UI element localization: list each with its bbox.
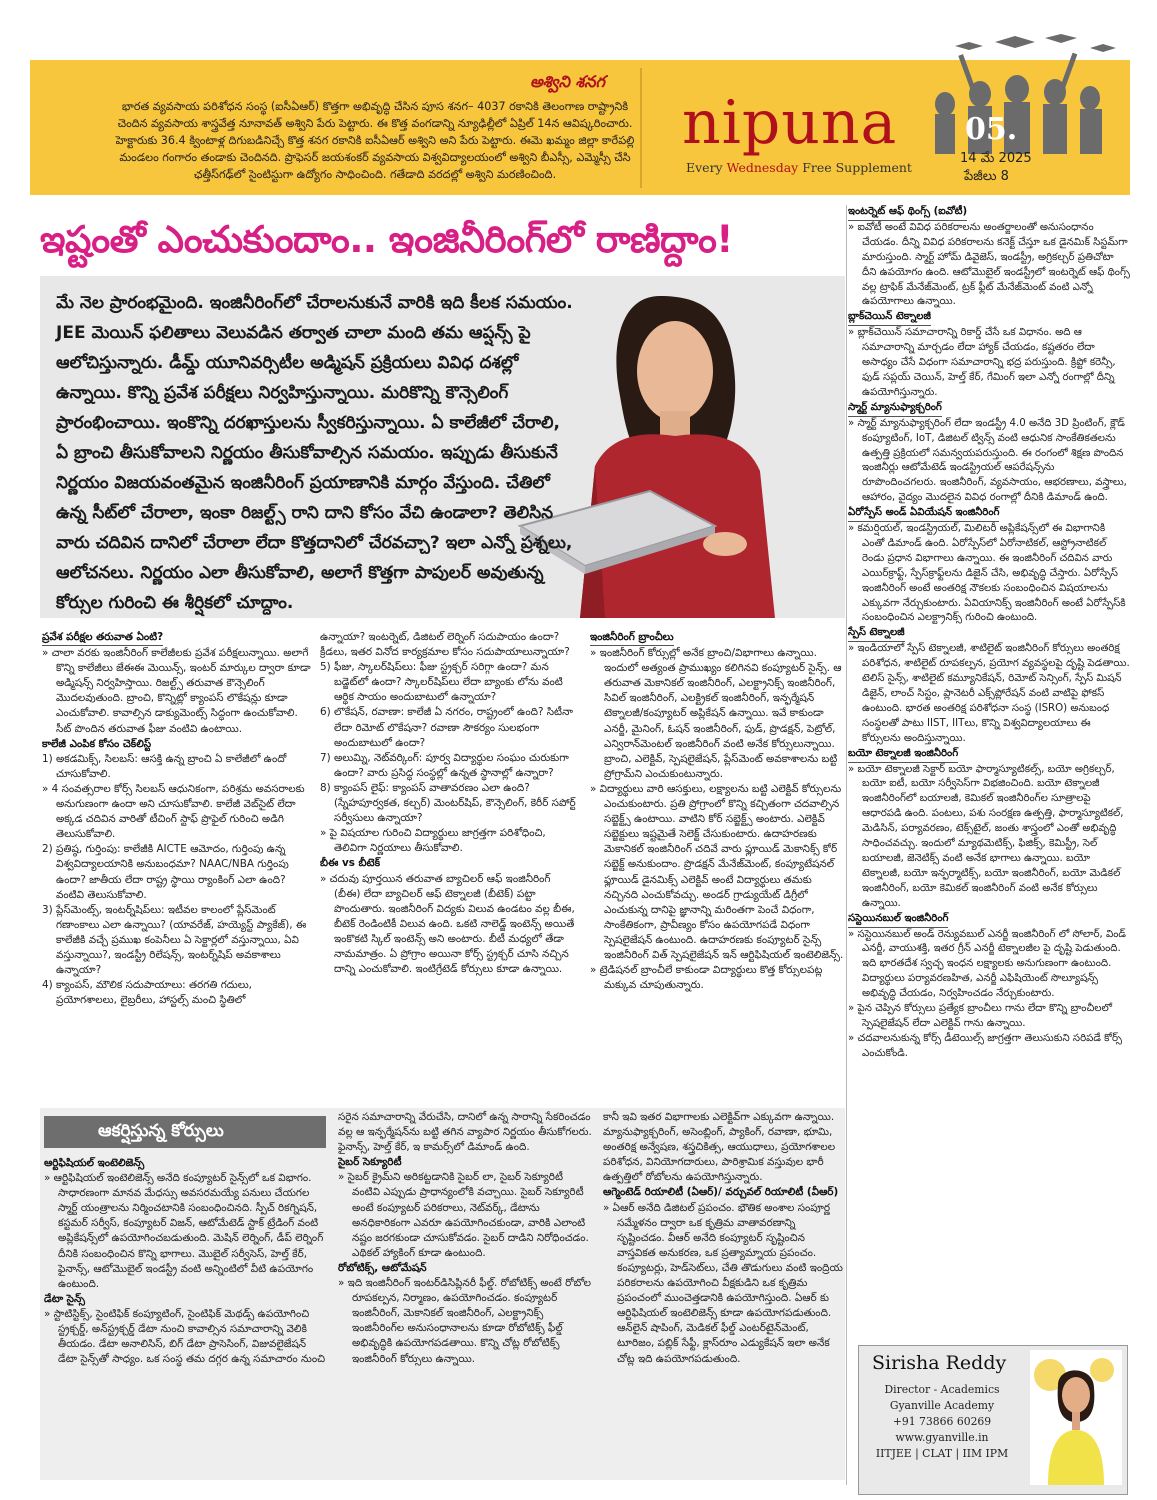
paragraph: » చదవాలనుకున్న కోర్స్ డీటెయిల్స్ జాగ్రత్తగా తెలుసుకుని సరిపడే కోర్స్ ఎంచుకోండి. — [848, 1032, 1122, 1059]
sidebar-content — [848, 205, 1130, 1062]
paragraph: » సస్టెయినబుల్ అండ్ రెన్యువబుల్ ఎనర్జీ ఇంజినీరింగ్ లో సోలార్, విండ్ ఎనర్జీ, వాయుశక్తి, ఇతర గ్రీన్ ఎనర్జీ టెక్నాలజీల పై దృష్టి పెడుతుంది. ఇది భారతదేశ స్వచ్ఛ ఇంధన లక్ష్యాలకు అనుగుణంగా ఉంటుంది. విద్యార్థులు పర్యావరణహిత, ఎనర్జీ ఎఫిషియెంట్ సొల్యూషన్స్ అభివృద్ధి చేయడం, నిర్వహించడం నేర్చుకుంటారు. — [848, 928, 1126, 1000]
author-role: Director - Academics — [884, 1383, 1000, 1396]
paragraph: » విద్యార్థులు వారి ఆసక్తులు, లక్ష్యాలను బట్టి ఎలెక్టివ్ కోర్సులను ఎంచుకుంటారు. ప్రతి ప్రోగ్రాంలో కొన్ని కచ్చితంగా చదవాల్సిన సబ్జెక్ట్స్ ఉంటాయి. వాటిని కోర్ సబ్జెక్ట్స్ అంటారు. ఎలెక్టివ్ సబ్జెక్టులు ఇష్టమైతే సెలెక్ట్ చేసుకుంటారు. ఉదాహరణకు మెకానికల్ ఇంజినీరింగ్ చదివే వారు ఫ్లూయిడ్ మెకానిక్స్ కోర్ సబ్జెక్ట్ అనుకుందాం. ప్రొడక్షన్ మేనేజ్‌మెంట్, కంప్యూటేషనల్ ఫ్లూయిడ్ డైనమిక్స్ ఎలెక్టివ్ అంటే విద్యార్థులు తమకు నచ్చినది ఎంచుకోవచ్చు. అండర్ గ్రాడ్యుయేట్ డిగ్రీలో ఎంచుకున్న దానిపై జ్ఞానాన్ని మరింతగా పెంచే విధంగా, సాంకేతికంగా, ప్రావీణ్యం కోసం ఉపయోగపడే విధంగా స్పెషలైజేషన్ ఉంటుంది. ఉదాహరణకు కంప్యూటర్ సైన్స్ ఇంజినీరింగ్ విత్ స్పెషలైజేషన్ ఇన్ ఆర్టిఫిషియల్ ఇంటెలిజెన్స్. — [590, 782, 844, 961]
paragraph: » ఇంజినీరింగ్ కోర్సుల్లో అనేక బ్రాంచి/విభాగాలు ఉన్నాయి. ఇందులో అత్యంత ప్రాముఖ్యం కలిగినవి కంప్యూటర్ సైన్స్. ఆ తరువాత మెకానికల్ ఇంజినీరింగ్, ఎలక్ట్రానిక్స్ ఇంజినీరింగ్, సివిల్ ఇంజినీరింగ్, ఎలక్ట్రికల్ ఇంజినీరింగ్, ఇన్ఫర్మేషన్ టెక్నాలజీ/కంప్యూటర్ అప్లికేషన్ ఉన్నాయి. ఇవే కాకుండా ఎనర్జీ, మైనింగ్, ఓషన్ ఇంజినీరింగ్, ఫుడ్, ప్రొడక్షన్, పెట్రోల్, ఎన్విరాన్‌మెంటల్ ఇంజినీరింగ్ వంటి అనేక కోర్సులున్నాయి. బ్రాంచి, ఎలెక్టివ్, స్పెషలైజేషన్, ప్లేస్‌మెంట్ అవకాశాలను బట్టి ప్రోగ్రామ్‌ని ఎంచుకుంటున్నారు. — [590, 647, 842, 780]
author-photo — [1030, 1350, 1122, 1485]
column-2 — [320, 630, 580, 1100]
section-heading: బయో టెక్నాలజీ ఇంజినీరింగ్ — [848, 747, 958, 763]
paragraph: » సైబర్ క్రైమ్‌ని అరికట్టడానికి సైబర్ లా, సైబర్ సెక్యూరిటీ వంటివి ఎప్పుడు ప్రాధాన్యంలోకి వచ్చాయి. సైబర్ సెక్యూరిటీ అంటే కంప్యూటర్ పరికరాలు, నెట్‌వర్క్, డేటాను అనధికారికంగా ఎవరూ ఉపయోగించకుండా, వారికి ఎలాంటి నష్టం జరగకుండా చూసుకోవడం. సైబర్ దాడిని నిరోధించడం. ఎథికల్ హ్యాకింగ్ కూడా ఉంటుంది. — [338, 1171, 589, 1259]
section-heading: ఏరోస్పేస్ అండ్ ఏవియేషన్ ఇంజినీరింగ్ — [848, 506, 999, 522]
news-line: భారత వ్యవసాయ పరిశోధన సంస్థ (ఐసీఏఆర్) కొత్తగా అభివృద్ధి చేసిన పూస శనగ– 4037 రకానికి తెలంగాణ రాష్ట్రానికి — [121, 100, 629, 113]
column-5 — [338, 1110, 592, 1480]
tagline — [686, 160, 912, 175]
author-website: www.gyanville.in — [895, 1431, 989, 1444]
section-heading: సస్టెయినబుల్ ఇంజినీరింగ్ — [848, 912, 948, 928]
paragraph: సరైన సమాచారాన్ని వేరుచేసి, దానిలో ఉన్న సారాన్ని సేకరించడం వల్ల ఆ ఇన్ఫర్మేషన్‌ను బట్టి తగిన వ్యాపార నిర్ణయం తీసుకోగలరు. ఫైనాన్స్, హెల్త్ కేర్, ఇ కామర్స్‌లో డిమాండ్ ఉంది. — [338, 1111, 592, 1154]
section-heading: స్మార్ట్ మ్యానుఫ్యాక్చరింగ్ — [848, 401, 942, 417]
list-item: 7) అలుమ్ని, నెట్‌వర్కింగ్: పూర్వ విద్యార్థుల సంఘం చురుకుగా ఉందా? వారు ప్రసిద్ధ సంస్థల్లో ఉన్నత స్థానాల్లో ఉన్నారా? — [320, 751, 569, 779]
tagline-text: Every — [686, 160, 727, 175]
page-headline: ఇష్టంతో ఎంచుకుందాం.. ఇంజినీరింగ్‌లో రాణిద్దాం! — [40, 218, 733, 261]
courses-banner: ఆకర్షిస్తున్న కోర్సులు — [44, 1116, 326, 1148]
brand-logo: nipuna — [682, 88, 898, 158]
intro-paragraph: మే నెల ప్రారంభమైంది. ఇంజినీరింగ్‌లో చేరాలనుకునే వారికి ఇది కీలక సమయం. JEE మెయిన్ ఫలితాలు వెలువడిన తర్వాత చాలా మంది తమ ఆప్షన్స్ పై ఆలోచిస్తున్నారు. డీమ్డ్ యూనివర్సిటీల అడ్మిషన్ ప్రక్రియలు వివిధ దశల్లో ఉన్నాయి. కొన్ని ప్రవేశ పరీక్షలు నిర్వహిస్తున్నాయి. మరికొన్ని కౌన్సెలింగ్ ప్రారంభించాయి. ఇంకొన్ని దరఖాస్తులను స్వీకరిస్తున్నాయి. ఏ కాలేజీలో చేరాలి, ఏ బ్రాంచి తీసుకోవాలని నిర్ణయం తీసుకోవాల్సిన సమయం. ఇప్పుడు తీసుకునే నిర్ణయం విజయవంతమైన ఇంజినీరింగ్ ప్రయాణానికి మార్గం వేస్తుంది. చేతిలో ఉన్న సీట్‌లో చేరాలా, ఇంకా రిజల్ట్స్ రాని దాని కోసం వేచి ఉండాలా? తెలిసిన వారు చదివిన దానిలో చేరాలా లేదా కొత్తదానిలో చేరవచ్చా? ఇలా ఎన్నో ప్రశ్నలు, ఆలోచనలు. నిర్ణయం ఎలా తీసుకోవాలి, అలాగే కొత్తగా పాపులర్ అవుతున్న కోర్సుల గురించి ఈ శీర్షికలో చూద్దాం. — [56, 293, 573, 613]
section-heading: స్పేస్ టెక్నాలజీ — [848, 626, 905, 642]
list-item: 8) క్యాంపస్ లైఫ్: క్యాంపస్ వాతావరణం ఎలా ఉంది? (స్నేహపూర్వకత, కల్చర్) మెంటర్‌షిప్, కౌన్సెలింగ్, కెరీర్ సపోర్ట్ సర్వీసులు ఉన్నాయా? — [320, 781, 576, 825]
paragraph: » కమర్షియల్, ఇండస్ట్రియల్, మిలిటరీ అప్లికేషన్స్‌లో ఈ విభాగానికి ఎంతో డిమాండ్ ఉంది. ఏరోస్పేస్‌లో ఏరోనాటికల్, ఆస్ట్రోనాటికల్ రెండు ప్రధాన విభాగాలు ఉన్నాయి. ఈ ఇంజినీరింగ్ చదివిన వారు ఎయిర్‌క్రాఫ్ట్, స్పేస్‌క్రాఫ్ట్‌లను డిజైన్ చేసి, అభివృద్ధి చేస్తారు. ఏరోస్పేస్ ఇంజినీరింగ్ అంటే అంతరిక్ష నౌకలకు సంబంధించిన విషయాలను ఎక్కువగా నేర్చుకుంటారు. ఏవియానిక్స్ ఇంజినీరింగ్ అంటే ఏరోస్పేస్‌కి సంబంధించిన ఎలక్ట్రానిక్స్ గురించి ఉంటుంది. — [848, 523, 1126, 624]
paragraph: » పైన చెప్పిన కోర్సులు ప్రత్యేక బ్రాంచీలు గాను లేదా కొన్ని బ్రాంచీలలో స్పెషలైజేషన్ లేదా ఎలెక్టివ్ గాను ఉన్నాయి. — [848, 1003, 1112, 1029]
paragraph: » బ్లాక్‌చెయిన్ సమాచారాన్ని రికార్డ్ చేసే ఒక విధానం. అది ఆ సమాచారాన్ని మార్చడం లేదా హ్యాక్ చేయడం, కష్టతరం లేదా అసాధ్యం చేసే విధంగా సమాచారాన్ని భద్ర పరుస్తుంది. క్రిప్టో కరెన్సీ, ఫుడ్ సప్లయ్ చెయిన్, హెల్త్ కేర్, గేమింగ్ ఇలా ఎన్నో రంగాల్లో దీన్ని ఉపయోగిస్తున్నారు. — [848, 327, 1116, 398]
paragraph: » ఏఆర్ అనేది డిజిటల్ ప్రపంచం. భౌతిక అంశాల సంపూర్ణ సమ్మేళనం ద్వారా ఒక కృత్రిమ వాతావరణాన్ని సృష్టించడం. వీఆర్ అనేది కంప్యూటర్ సృష్టించిన వాస్తవికత అనుకరణ, ఒక ప్రత్యామ్నాయ ప్రపంచం. కంప్యూటర్లు, హెడ్‌సెట్‌లు, చేతి తొడుగులు వంటి ఇంద్రియ పరికరాలను ఉపయోగించి వీక్షకుడిని ఒక కృత్రిమ ప్రపంచంలో ముంచెత్తడానికి ఉపయోగిస్తుంది. ఏఆర్ కు ఆర్టిఫిషియల్ ఇంటెలిజెన్స్ కూడా ఉపయోగపడుతుంది. ఆన్‌లైన్ షాపింగ్, మెడికల్ ఫీల్డ్ ఎంటర్‌టైన్‌మెంట్, టూరిజం, పబ్లిక్ సేఫ్టీ, క్లాస్‌రూం ఎడ్యుకేషన్ ఇలా అనేక చోట్ల ఇది ఉపయోగపడుతుంది. — [603, 1201, 843, 1365]
column-6 — [603, 1110, 845, 1480]
column-1 — [42, 630, 312, 1100]
section-heading: ప్రవేశ పరీక్షల తరువాత ఏంటి? — [42, 630, 163, 646]
author-name: Sirisha Reddy — [872, 1352, 1007, 1374]
issue-date: 14 మే 2025 — [960, 151, 1032, 166]
author-phone: +91 73866 60269 — [892, 1415, 992, 1428]
list-item: 2) ప్రతిష్ఠ, గుర్తింపు: కాలేజీకి AICTE ఆమోదం, గుర్తింపు ఉన్న విశ్వవిద్యాలయానికి అనుబంధమా? NAAC/NBA గుర్తింపు ఉందా? జాతీయ లేదా రాష్ట్ర స్థాయి ర్యాంకింగ్ ఎలా ఉంది? వంటివి తెలుసుకోవాలి. — [42, 843, 289, 901]
sidebar-divider — [846, 205, 847, 1485]
section-heading: ఇంజినీరింగ్ బ్రాంచీలు — [590, 630, 674, 646]
news-line: ఛత్తీస్‌గఢ్‌లో సైంటిస్టుగా ఉద్యోగం సాధించింది. గతేడాది వరదల్లో అశ్విని మరణించింది. — [193, 168, 557, 181]
author-exams: IITJEE | CLAT | IIM IPM — [875, 1447, 1009, 1460]
issue-pages: పేజీలు 8 — [964, 169, 1009, 184]
news-line: హెక్టారుకు 36.4 క్వింటాళ్ల దిగుబడినిచ్చే కొత్త శనగ రకానికి ఐసీఏఆర్ అశ్విని అని పేరు పెట్టారు. ఈమె ఖమ్మం జిల్లా కారేపల్లి — [115, 134, 635, 147]
section-heading: రోబోటిక్స్, ఆటోమేషన్ — [338, 1261, 427, 1274]
news-line: మండలం గంగారం తండాకు చెందినది. ప్రొఫెసర్ జయశంకర్ వ్యవసాయ విశ్వవిద్యాలయంలో అశ్విని బీఎస్సీ, ఎమ్మెస్సీ చేసి — [119, 151, 631, 164]
author-org: Gyanville Academy — [889, 1399, 995, 1412]
list-item: » పై విషయాల గురించి విద్యార్థులు జాగ్రత్తగా పరిశోధించి, తెలివిగా నిర్ణయాలు తీసుకోవాలి. — [320, 827, 546, 855]
paragraph: » చాలా వరకు ఇంజినీరింగ్ కాలేజీలకు ప్రవేశ పరీక్షలున్నాయి. అలాగే కొన్ని కాలేజీలు జేఈఈ మెయిన్స్, ఇంటర్ మార్కుల ద్వారా కూడా అడ్మిషన్స్ నిర్వహిస్తాయి. రిజల్ట్స్ తరువాత కౌన్సెలింగ్ మొదలవుతుంది. బ్రాంచి, కొన్నిట్లో క్యాంపస్ లొకేషన్లు కూడా ఎంచుకోవాలి. కావాల్సిన డాక్యుమెంట్స్ సిద్ధంగా ఉంచుకోవాలి. సీట్ పొందిన తరువాత ఫీజు వంటివి ఉంటాయి. — [42, 647, 311, 735]
paragraph: » బయో టెక్నాలజీ సెక్టార్ బయో ఫార్మాస్యూటికల్స్, బయో అగ్రికల్చర్, బయో ఐటీ, బయో సర్వీసెస్‌గా విభజించింది. బయో టెక్నాలజీ ఇంజినీరింగ్‌లో బయాలజీ, కెమికల్ ఇంజినీరింగ్‌ల సూత్రాలపై ఆధారపడి ఉంది. పంటలు, పశు సంరక్షణ ఉత్పత్తి, ఫార్మాస్యూటికల్, మెడిసిన్, పర్యావరణం, టెక్స్‌టైల్, జంతు శాస్త్రంలో ఎంతో అభివృద్ధి సాధించవచ్చు. ఇందులో మ్యాథమెటిక్స్, ఫిజిక్స్, కెమిస్ట్రీ, సెల్ బయాలజీ, జెనెటిక్స్ వంటి అనేక భాగాలు ఉన్నాయి. బయో టెక్నాలజీ, బయో ఇన్ఫర్మాటిక్స్, బయో ఇంజినీరింగ్, బయో మెడికల్ ఇంజినీరింగ్, బయో కెమికల్ ఇంజినీరింగ్ వంటి అనేక కోర్సులు ఉన్నాయి. — [848, 763, 1124, 909]
list-item: 3) ప్లేస్‌మెంట్స్, ఇంటర్న్‌షిప్‌లు: ఇటీవల కాలంలో ప్లేస్‌మెంట్ గణాంకాలు ఎలా ఉన్నాయి? (యావరేజ్, హయ్యెస్ట్ ప్యాకేజ్), ఈ కాలేజీకి వచ్చే ప్రముఖ కంపెనీలు ఏ సెక్టార్లలో వస్తున్నాయి, ఏవి వస్తున్నాయి?, ఇండస్ట్రీ రిలేషన్స్, ఇంటర్న్‌షిప్ అవకాశాలు ఉన్నాయా? — [42, 903, 307, 977]
section-heading: ఆర్టిఫిషియల్ ఇంటెలిజెన్స్ — [44, 1157, 145, 1169]
tagline-text: Free Supplement — [798, 160, 912, 175]
list-item: 1) అకడమిక్స్, సిలబస్: ఆసక్తి ఉన్న బ్రాంచి ఏ కాలేజీలో ఉందో చూసుకోవాలి. — [42, 752, 287, 780]
issue-number: 05. — [965, 112, 1018, 147]
paragraph: » ఇండియాలో స్పేస్ టెక్నాలజీ, శాటిలైట్ ఇంజినీరింగ్ కోర్సులు అంతరిక్ష పరిశోధన, శాటిలైట్ రూపకల్పన, ప్రయోగ వ్యవస్థలపై దృష్టి పెడతాయి. టెలిస్ సైన్స్, శాటిలైట్ కమ్యూనికేషన్, రిమోట్ సెన్సింగ్, స్పేస్ మిషన్ డిజైన్, లాంచ్ సిస్టం, ప్లానెటరీ ఎక్స్‌ప్లోరేషన్ వంటి వాటిపై ఫోకస్ ఉంటుంది. భారత అంతరిక్ష పరిశోధనా సంస్థ (ISRO) అనుబంధ సంస్థలతో పాటు IIST, IITలు, కొన్ని విశ్వవిద్యాలయాలు ఈ కోర్సులను అందిస్తున్నాయి. — [848, 643, 1130, 744]
section-heading: ఆగ్మెంటెడ్ రియాలిటీ (ఏఆర్)/ వర్చువల్ రియాలిటీ (వీఆర్) — [603, 1186, 839, 1199]
list-item: 6) లొకేషన్, రవాణా: కాలేజీ ఏ నగరం, రాష్ట్రంలో ఉంది? సిటీనా లేదా రిమోట్ లొకేషనా? రవాణా సౌకర్యం సులభంగా అందుబాటులో ఉందా? — [320, 706, 573, 749]
news-title: అశ్విని శనగ — [530, 72, 605, 91]
column-4 — [44, 1156, 326, 1476]
paragraph: » ఐవోటీ అంటే వివిధ పరికరాలను అంతర్జాలంతో అనుసంధానం చేయడం. దీన్ని వివిధ పరికరాలను కనెక్ట్ చేస్తూ ఒక డైనమిక్ సిస్టమ్‌గా మారుస్తుంది. స్మార్ట్ హోమ్ డివైజెస్, ఇండస్ట్రీ, అగ్రికల్చర్ ప్రతిచోటా దీని ఉపయోగం ఉంది. ఆటోమొబైల్ ఇండస్ట్రీలో ఇంటర్నెట్ ఆఫ్ థింగ్స్ వల్ల ట్రాఫిక్ మేనేజ్‌మెంట్, ట్రక్ ఫ్లీట్ మేనేజ్‌మెంట్ వంటి ఎన్నో ఉపయోగాలు ఉన్నాయి. — [848, 221, 1130, 308]
section-heading: సైబర్ సెక్యూరిటీ — [338, 1156, 402, 1169]
paragraph: » ఆర్టిఫిషియల్ ఇంటెలిజెన్స్ అనేది కంప్యూటర్ సైన్స్‌లో ఒక విభాగం. సాధారణంగా మానవ మేధస్సు అవసరమయ్యే పనులు చేయగల స్మార్ట్ యంత్రాలను నిర్మించటానికి సంబంధించినది. స్పీచ్ రికగ్నిషన్, కస్టమర్ సర్వీస్, కంప్యూటర్ విజన్, ఆటోమేటెడ్ స్టాక్ ట్రేడింగ్ వంటి అప్లికేషన్స్‌లో ఉపయోగించబడుతుంది. మెషిన్ లెర్నింగ్, డీప్ లెర్నింగ్ దీనికి సంబంధించిన కొన్ని భాగాలు. మొబైల్ సర్వీసెస్, హెల్త్ కేర్, ఫైనాన్స్, ఆటోమొబైల్ ఇండస్ట్రీ వంటి అన్నింటిలో వీటి ఉపయోగం ఉంటుంది. — [44, 1172, 324, 1290]
paragraph: » ట్రెడిషనల్ బ్రాంచీలే కాకుండా విద్యార్థులు కొత్త కోర్సులపట్ల మక్కువ చూపుతున్నారు. — [590, 964, 823, 992]
paragraph: » స్టాటిస్టిక్స్, సైంటిఫిక్ కంప్యూటింగ్, సైంటిఫిక్ మెథడ్స్ ఉపయోగించి స్ట్రక్చర్డ్, అన్‌స్ట్రక్చర్డ్ డేటా నుంచి కావాల్సిన సమాచారాన్ని వెలికి తీయడం. డేటా అనాలిసిస్, బిగ్ డేటా ప్రాసెసింగ్, విజువలైజేషన్ డేటా సైన్స్‌తో సాధ్యం. ఒక సంస్థ తమ దగ్గర ఉన్న సమాచారం నుంచి — [44, 1307, 326, 1366]
list-item: » 4 సంవత్సరాల కోర్స్ సిలబస్ ఆధునికంగా, పరిశ్రమ అవసరాలకు అనుగుణంగా ఉందా అని చూసుకోవాలి. కాలేజీ వెబ్‌సైట్ లేదా అక్కడ చదివిన వారితో టీచింగ్ స్టాఫ్ ప్రొఫైల్ గురించి అడిగి తెలుసుకోవాలి. — [42, 782, 305, 841]
tagline-accent: Wednesday — [726, 160, 799, 175]
list-item: 4) క్యాంపస్, మౌలిక సదుపాయాలు: తరగతి గదులు, ప్రయోగశాలలు, లైబ్రరీలు, హాస్టల్స్ మంచి స్థితిలో — [42, 979, 252, 1007]
section-heading: బ్లాక్‌చెయిన్ టెక్నాలజీ — [848, 310, 931, 326]
graduates-illustration — [905, 34, 1130, 154]
paragraph: » ఇది ఇంజినీరింగ్ ఇంటర్‌డిసిప్లినరీ ఫీల్డ్. రోబోటిక్స్ అంటే రోబోల రూపకల్పన, నిర్మాణం, ఉపయోగించడం. కంప్యూటర్ ఇంజినీరింగ్, మెకానికల్ ఇంజినీరింగ్, ఎలక్ట్రానిక్స్ ఇంజినీరింగ్‌ల అనుసంధానాలను కూడా రోబోటిక్స్ ఫీల్డ్ అభివృద్ధికి ఉపయోగపడతాయి. కొన్ని చోట్ల రోబోటిక్స్ ఇంజినీరింగ్ కోర్సులు ఉన్నాయి. — [338, 1277, 592, 1365]
author-details — [862, 1382, 1022, 1462]
section-heading: ఇంటర్నెట్ ఆఫ్ థింగ్స్ (ఐవోటీ) — [848, 205, 967, 221]
paragraph: » స్మార్ట్ మ్యానుఫ్యాక్చరింగ్ లేదా ఇండస్ట్రీ 4.0 అనేది 3D ప్రింటింగ్, క్లౌడ్ కంప్యూటింగ్, IoT, డిజిటల్ ట్విన్స్ వంటి ఆధునిక సాంకేతికతలను ఉత్పత్తి ప్రక్రియలో సమన్వయపరుస్తుంది. ఈ రంగంలో శిక్షణ పొందిన ఇంజినీర్లు ఆటోమేటెడ్ ఇండస్ట్రియల్ ఆపరేషన్స్‌ను రూపొందించగలరు. ఇంజినీరింగ్, వ్యవసాయం, ఆభరణాలు, వస్త్రాలు, ఆహారం, వైద్యం మొదలైన వివిధ రంగాల్లో దీనికి డిమాండ్ ఉంది. — [848, 417, 1127, 504]
section-heading: డేటా సైన్స్ — [44, 1292, 85, 1305]
list-item: 5) ఫీజు, స్కాలర్‌షిప్‌లు: ఫీజు స్ట్రక్చర్ సరిగ్గా ఉందా? మన బడ్జెట్‌లో ఉందా? స్కాలర్‌షిప్‌లు లేదా బ్యాంకు లోను వంటి ఆర్థిక సాయం అందుబాటులో ఉన్నాయా? — [320, 661, 563, 704]
paragraph: కానీ ఇవి ఇతర విభాగాలకు ఎలెక్టివ్‌గా ఎక్కువగా ఉన్నాయి. మ్యానుఫ్యాక్చరింగ్, అసెంబ్లింగ్, ప్యాకింగ్, రవాణా, భూమి, అంతరిక్ష అన్వేషణ, శస్త్రచికిత్స, ఆయుధాలు, ప్రయోగశాలల పరిశోధన, వినియోగదారులు, పారిశ్రామిక వస్తువుల భారీ ఉత్పత్తిలో రోబోలను ఉపయోగిస్తున్నారు. — [603, 1111, 836, 1184]
section-heading: బీఈ vs బీటెక్ — [320, 857, 380, 870]
paragraph: ఉన్నాయా? ఇంటర్నెట్, డిజిటల్ లెర్నింగ్ సదుపాయం ఉందా? క్రీడలు, ఇతర వినోద కార్యక్రమాల కోసం సదుపాయాలున్నాయా? — [320, 631, 570, 659]
paragraph: » చదువు పూర్తయిన తరువాత బ్యాచిలర్ ఆఫ్ ఇంజినీరింగ్ (బీఈ) లేదా బ్యాచిలర్ ఆఫ్ టెక్నాలజీ (బీటెక్) పట్టా పొందుతారు. ఇంజినీరింగ్ విద్యకు విలువ ఉండటం వల్ల బీఈ, బీటెక్ రెండింటికీ విలువ ఉంది. ఒకటి నాలెడ్జ్ ఇంటెన్స్ అయితే ఇంకొకటి స్కిల్ ఇంటెన్స్ అని అంటారు. బీటీ మధ్యలో తేడా నామమాత్రం. ఏ ప్రోగ్రాం అయినా కోర్స్ స్ట్రక్చర్ చూసి నచ్చిన దాన్ని ఎంచుకోవాలి. ఇంటిగ్రేటెడ్ కోర్సులు కూడా ఉన్నాయి. — [320, 872, 575, 976]
section-heading: కాలేజీ ఎంపిక కోసం చెక్‌లిస్ట్ — [42, 737, 152, 750]
sidebar — [848, 205, 1130, 1345]
column-3 — [590, 630, 845, 1100]
news-line: చెందిన వ్యవసాయ శాస్త్రవేత్త నూనావత్ అశ్విని పేరు పెట్టారు. ఈ కొత్త వంగడాన్ని న్యూఢిల్లీలో ఏప్రిల్ 14న ఆవిష్కరించారు. — [117, 117, 633, 130]
news-body — [86, 98, 664, 183]
